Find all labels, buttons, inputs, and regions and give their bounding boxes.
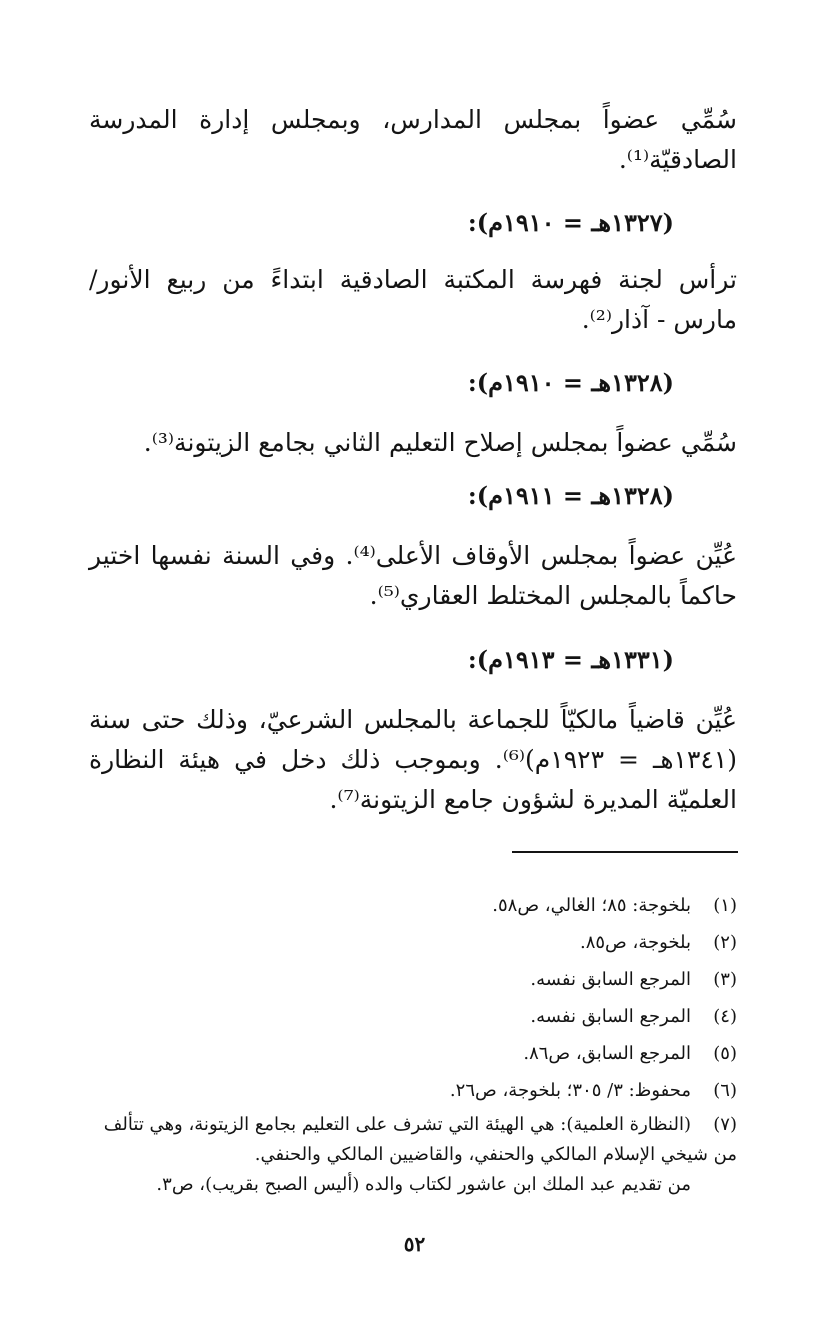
paragraph-membership-schools: سُمِّي عضواً بمجلس المدارس، وبمجلس إدارة المدرسة الصادقيّة⁽¹⁾. [89,105,737,174]
footnote-number: (٣) [713,969,737,990]
footnote-1 [85,890,737,922]
footnote-number: (٦) [713,1080,737,1101]
footnote-number: (٥) [713,1043,737,1064]
footnote-number: (٢) [713,932,737,953]
footnote-text: المرجع السابق نفسه. [530,969,691,990]
footnote-4 [85,1001,737,1033]
footnote-number: (٤) [713,1006,737,1027]
year-heading-1327: (١٣٢٧هـ = ١٩١٠م): [467,208,674,237]
year-heading-1328-1910: (١٣٢٨هـ = ١٩١٠م): [467,368,674,397]
footnote-7 [85,1110,737,1200]
footnote-text: بلخوجة: ٨٥؛ الغالي، ص٥٨. [492,895,691,916]
paragraph-education-reform: سُمِّي عضواً بمجلس إصلاح التعليم الثاني بجامع الزيتونة⁽³⁾. [143,428,737,457]
paragraph-waqf-council: عُيِّن عضواً بمجلس الأوقاف الأعلى⁽⁴⁾. وفي السنة نفسها اختير حاكماً بالمجلس المختلط العقاري⁽⁵⁾. [89,541,737,610]
paragraph-library-committee: ترأس لجنة فهرسة المكتبة الصادقية ابتداءً من ربيع الأنور/ مارس - آذار⁽²⁾. [89,265,737,334]
footnote-divider [512,851,738,853]
footnote-continuation: من تقديم عبد الملك ابن عاشور لكتاب والده (أليس الصبح بقريب)، ص٣. [156,1174,691,1195]
footnote-text: المرجع السابق نفسه. [530,1006,691,1027]
footnote-3 [85,964,737,996]
footnote-text: المرجع السابق، ص٨٦. [523,1043,691,1064]
footnote-number: (١) [713,895,737,916]
paragraph-maliki-judge: عُيِّن قاضياً مالكيّاً للجماعة بالمجلس الشرعيّ، وذلك حتى سنة (١٣٤١هـ = ١٩٢٣م)⁽⁶⁾. وبموجب ذلك دخل في هيئة النظارة العلميّة المديرة لشؤون جامع الزيتونة⁽⁷⁾. [89,705,737,814]
footnote-text: محفوظ: ٣/ ٣٠٥؛ بلخوجة، ص٢٦. [449,1080,691,1101]
year-heading-1328-1911: (١٣٢٨هـ = ١٩١١م): [467,481,674,510]
footnote-text: بلخوجة، ص٨٥. [579,932,691,953]
page-number: ٥٢ [403,1232,426,1256]
footnote-number: (٧) [713,1114,737,1135]
footnote-5 [85,1038,737,1070]
footnote-text: (النظارة العلمية): هي الهيئة التي تشرف على التعليم بجامع الزيتونة، وهي تتألف من شيخي الإسلام المالكي والحنفي، والقاضيين المالكي والحنفي. [103,1114,737,1165]
footnote-2 [85,927,737,959]
footnote-6 [85,1075,737,1107]
year-heading-1331: (١٣٣١هـ = ١٩١٣م): [467,645,674,674]
